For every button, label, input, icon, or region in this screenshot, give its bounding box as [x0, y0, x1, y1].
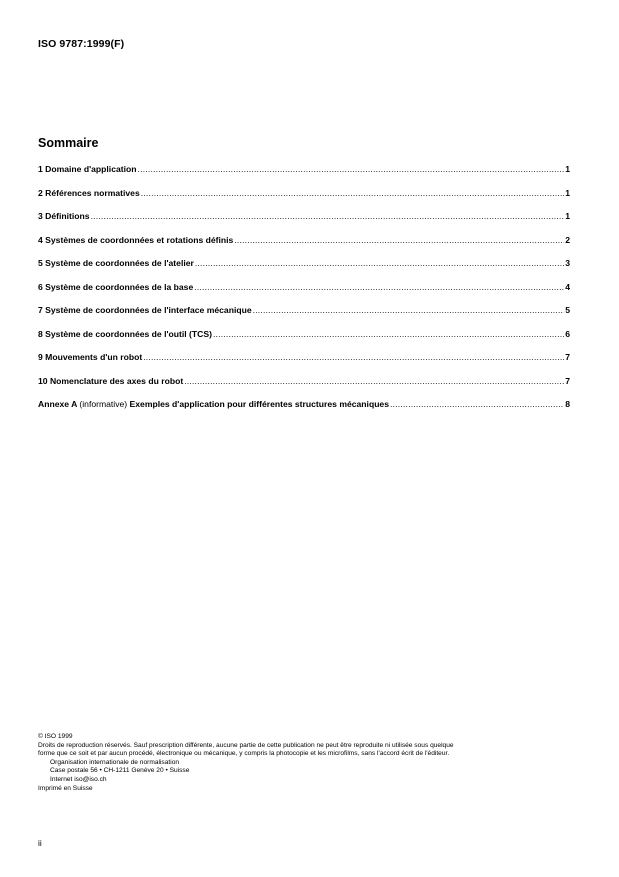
document-id: ISO 9787:1999(F): [38, 38, 125, 50]
toc-entry-page: 1: [565, 187, 570, 198]
toc-entry-4[interactable]: [38, 235, 570, 259]
toc-leader-dots: [138, 164, 565, 174]
toc-entry-annex-a[interactable]: [38, 399, 570, 423]
rights-text-line-2: forme que ce soit et par aucun procédé, électronique ou mécanique, y compris la photocopie et les microfilms, sans l'accord écrit de l'éditeur.: [38, 750, 450, 758]
toc-leader-dots: [195, 258, 564, 268]
copyright-notice: [38, 733, 583, 793]
toc-leader-dots: [213, 329, 564, 339]
toc-entry-label: 5 Système de coordonnées de l'atelier: [38, 258, 194, 268]
toc-entry-label: 4 Systèmes de coordonnées et rotations définis: [38, 234, 234, 245]
toc-entry-page: 8: [565, 399, 570, 409]
toc-entry-5[interactable]: [38, 258, 570, 282]
toc-entry-label: 1 Domaine d'application: [38, 164, 137, 174]
toc-leader-dots: [234, 235, 564, 245]
toc-leader-dots: [194, 282, 564, 292]
toc-entry-label: 6 Système de coordonnées de la base: [38, 281, 194, 292]
toc-entry-page: 7: [565, 375, 570, 386]
toc-entry-10[interactable]: [38, 376, 570, 400]
page-number: ii: [38, 838, 42, 848]
toc-entry-1[interactable]: [38, 164, 570, 188]
toc-leader-dots: [91, 211, 565, 221]
organization-name: Organisation internationale de normalisation: [50, 758, 180, 766]
toc-entry-6[interactable]: [38, 282, 570, 306]
toc-leader-dots: [390, 399, 564, 409]
toc-entry-3[interactable]: [38, 211, 570, 235]
toc-entry-label: 10 Nomenclature des axes du robot: [38, 375, 184, 386]
organization-address: Case postale 56 • CH-1211 Genève 20 • Suisse: [50, 767, 190, 775]
annex-prefix: Annexe A: [38, 399, 77, 409]
toc-entry-2[interactable]: [38, 188, 570, 212]
toc-entry-page: 4: [565, 281, 570, 292]
toc-entry-label: 9 Mouvements d'un robot: [38, 352, 143, 362]
rights-text-line-1: Droits de reproduction réservés. Sauf prescription différente, aucune partie de cette publication ne peut être reproduite ni utilisée sous quelque: [38, 741, 454, 749]
toc-entry-page: 5: [565, 305, 570, 315]
toc-leader-dots: [253, 305, 565, 315]
toc-entry-label: 2 Références normatives: [38, 187, 140, 198]
toc-leader-dots: [141, 188, 564, 198]
annex-qualifier: (informative): [79, 399, 128, 409]
toc-entry-page: 3: [565, 258, 570, 268]
toc-entry-label: 8 Système de coordonnées de l'outil (TCS): [38, 328, 212, 339]
toc-entry-page: 1: [565, 211, 570, 221]
table-of-contents: [38, 164, 570, 423]
toc-entry-page: 7: [565, 352, 570, 362]
annex-title: Exemples d'application pour différentes structures mécaniques: [129, 399, 389, 409]
toc-title: Sommaire: [38, 136, 99, 150]
toc-entry-8[interactable]: [38, 329, 570, 353]
toc-entry-label: 7 Système de coordonnées de l'interface mécanique: [38, 305, 252, 315]
toc-entry-9[interactable]: [38, 352, 570, 376]
toc-entry-label: 3 Définitions: [38, 211, 90, 221]
toc-leader-dots: [184, 376, 564, 386]
copyright-line: © ISO 1999: [38, 733, 73, 740]
organization-internet: Internet iso@iso.ch: [50, 775, 107, 783]
toc-entry-7[interactable]: [38, 305, 570, 329]
toc-entry-page: 1: [565, 164, 570, 174]
toc-annex-label: [38, 399, 389, 409]
printed-in: Imprimé en Suisse: [38, 784, 93, 792]
toc-leader-dots: [143, 352, 564, 362]
toc-entry-page: 2: [565, 234, 570, 245]
toc-entry-page: 6: [565, 328, 570, 339]
